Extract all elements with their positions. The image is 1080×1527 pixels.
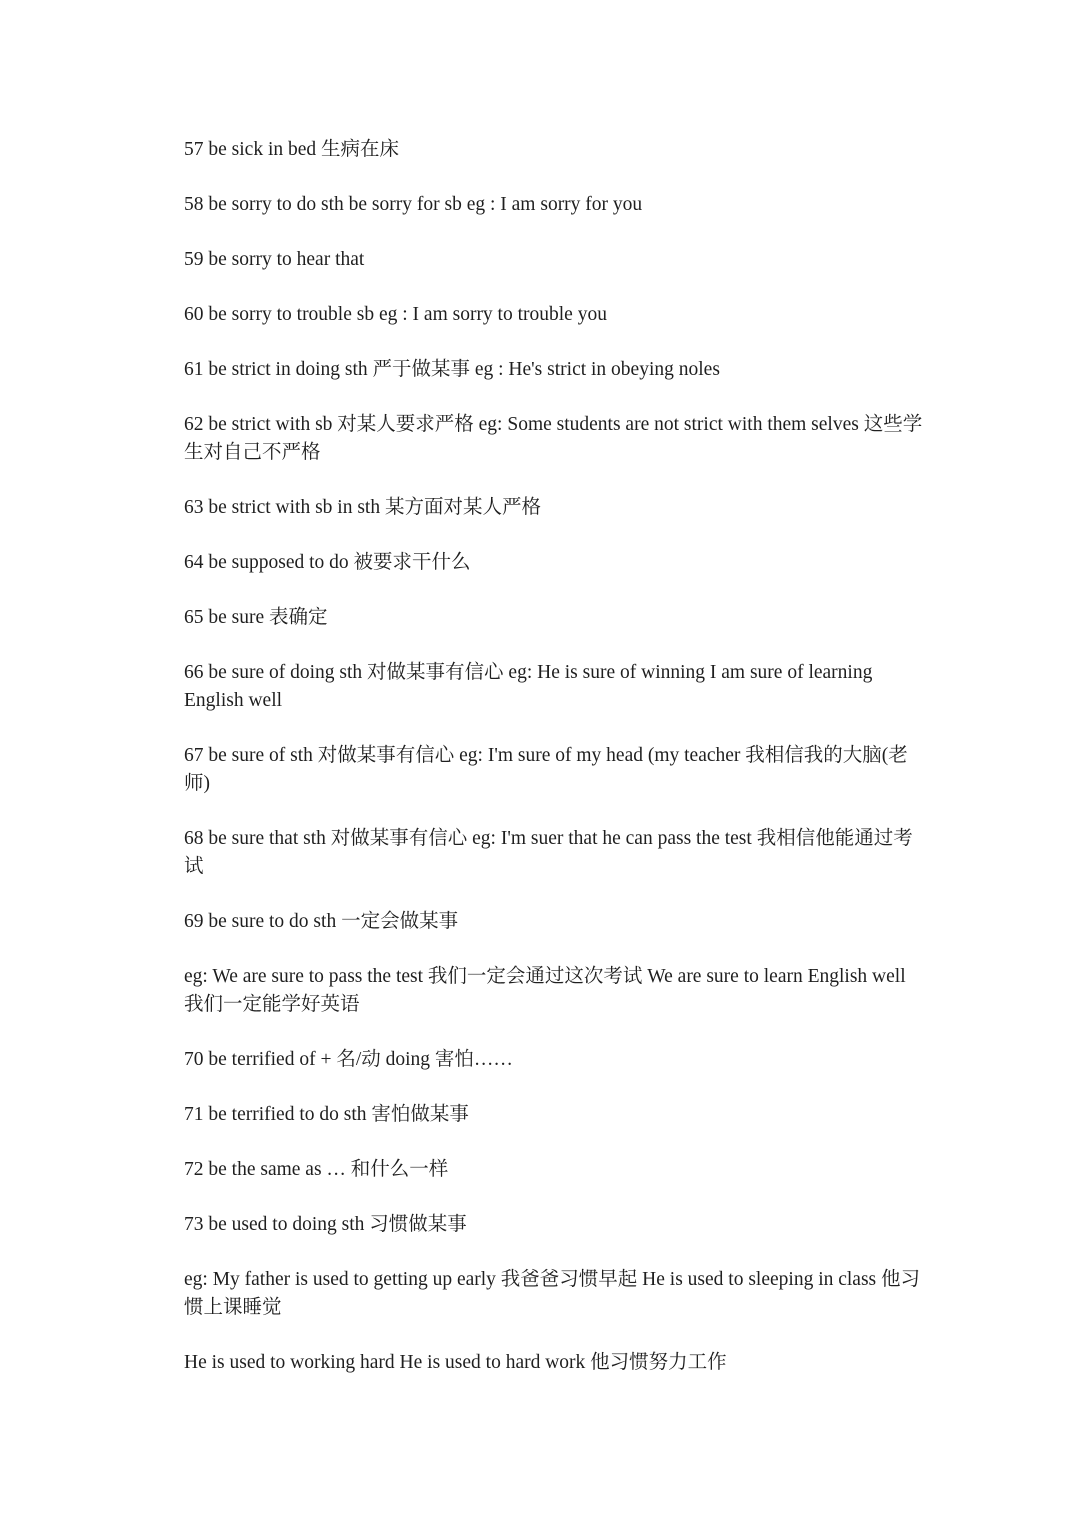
list-item: 57 be sick in bed 生病在床 [184,139,400,160]
list-item: eg: We are sure to pass the test 我们一定会通过这次考试 We are sure to learn English well 我们一定能学好英语 [184,966,906,1015]
vocabulary-list [184,136,929,1404]
list-item: 62 be strict with sb 对某人要求严格 eg: Some students are not strict with them selves 这些学生对自己不严格 [184,414,923,463]
list-item: 61 be strict in doing sth 严于做某事 eg : He's strict in obeying noles [184,359,720,380]
list-item: 68 be sure that sth 对做某事有信心 eg: I'm suer that he can pass the test 我相信他能通过考试 [184,828,913,877]
list-item: He is used to working hard He is used to hard work 他习惯努力工作 [184,1352,727,1373]
list-item: 66 be sure of doing sth 对做某事有信心 eg: He is sure of winning I am sure of learning English well [184,662,873,711]
list-item: 72 be the same as … 和什么一样 [184,1159,449,1180]
list-item: 71 be terrified to do sth 害怕做某事 [184,1104,469,1125]
list-item: 59 be sorry to hear that [184,249,365,270]
list-item: 69 be sure to do sth 一定会做某事 [184,911,459,932]
list-item: eg: My father is used to getting up early 我爸爸习惯早起 He is used to sleeping in class 他习惯上课睡觉 [184,1269,921,1318]
list-item: 64 be supposed to do 被要求干什么 [184,552,471,573]
list-item: 63 be strict with sb in sth 某方面对某人严格 [184,497,541,518]
list-item: 70 be terrified of + 名/动 doing 害怕…… [184,1049,513,1070]
list-item: 67 be sure of sth 对做某事有信心 eg: I'm sure of my head (my teacher 我相信我的大脑(老师) [184,745,908,794]
list-item: 58 be sorry to do sth be sorry for sb eg : I am sorry for you [184,194,643,215]
list-item: 60 be sorry to trouble sb eg : I am sorry to trouble you [184,304,607,325]
list-item: 65 be sure 表确定 [184,607,328,628]
list-item: 73 be used to doing sth 习惯做某事 [184,1214,467,1235]
